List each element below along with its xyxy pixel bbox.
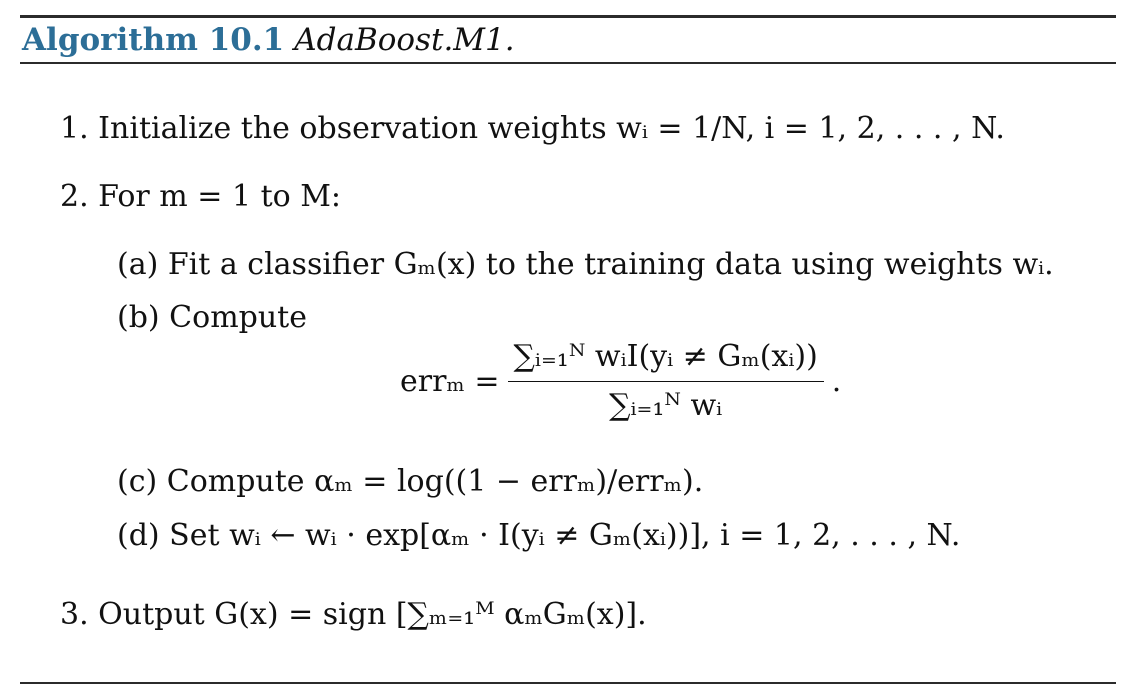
- bottom-rule: [20, 682, 1116, 684]
- step-2d: [117, 516, 960, 556]
- step-1-number: 1.: [60, 111, 89, 146]
- step-2-text: For m = 1 to M:: [98, 179, 342, 214]
- step-2-number: 2.: [60, 179, 89, 214]
- algorithm-label: Algorithm 10.1: [22, 22, 285, 58]
- step-2: [60, 177, 341, 217]
- step-3-number: 3.: [60, 597, 89, 632]
- step-2a: [117, 245, 1054, 285]
- step-2b-text: Compute: [169, 300, 307, 335]
- algorithm-title: [22, 20, 515, 60]
- top-rule: [20, 15, 1116, 18]
- step-2d-number: (d): [117, 518, 160, 553]
- error-fraction: [508, 337, 824, 426]
- error-denominator: ∑ᵢ₌₁ᴺ wᵢ: [609, 388, 723, 423]
- step-1: [60, 109, 1005, 149]
- step-3: [60, 595, 647, 635]
- step-1-formula: wᵢ = 1/N, i = 1, 2, . . . , N.: [616, 111, 1005, 146]
- step-2a-text: Fit a classifier Gₘ(x) to the training data using weights wᵢ.: [167, 247, 1054, 282]
- step-2a-number: (a): [117, 247, 159, 282]
- title-rule: [20, 62, 1116, 64]
- step-2c-number: (c): [117, 464, 158, 499]
- step-3-text: Output G(x) = sign [∑ₘ₌₁ᴹ αₘGₘ(x)].: [98, 597, 647, 632]
- step-2b: [117, 298, 307, 338]
- error-formula: [400, 337, 841, 426]
- step-2b-number: (b): [117, 300, 160, 335]
- step-1-text: Initialize the observation weights: [98, 111, 607, 146]
- step-2d-text: Set wᵢ ← wᵢ · exp[αₘ · I(yᵢ ≠ Gₘ(xᵢ))], i = 1, 2, . . . , N.: [169, 518, 961, 553]
- error-numerator: ∑ᵢ₌₁ᴺ wᵢI(yᵢ ≠ Gₘ(xᵢ)): [508, 337, 824, 382]
- step-2c-text: Compute αₘ = log((1 − errₘ)/errₘ).: [166, 464, 704, 499]
- step-2c: [117, 462, 703, 502]
- error-lhs: errₘ =: [400, 364, 500, 399]
- algorithm-name: AdaBoost.M1.: [294, 22, 515, 58]
- error-period: .: [831, 364, 842, 399]
